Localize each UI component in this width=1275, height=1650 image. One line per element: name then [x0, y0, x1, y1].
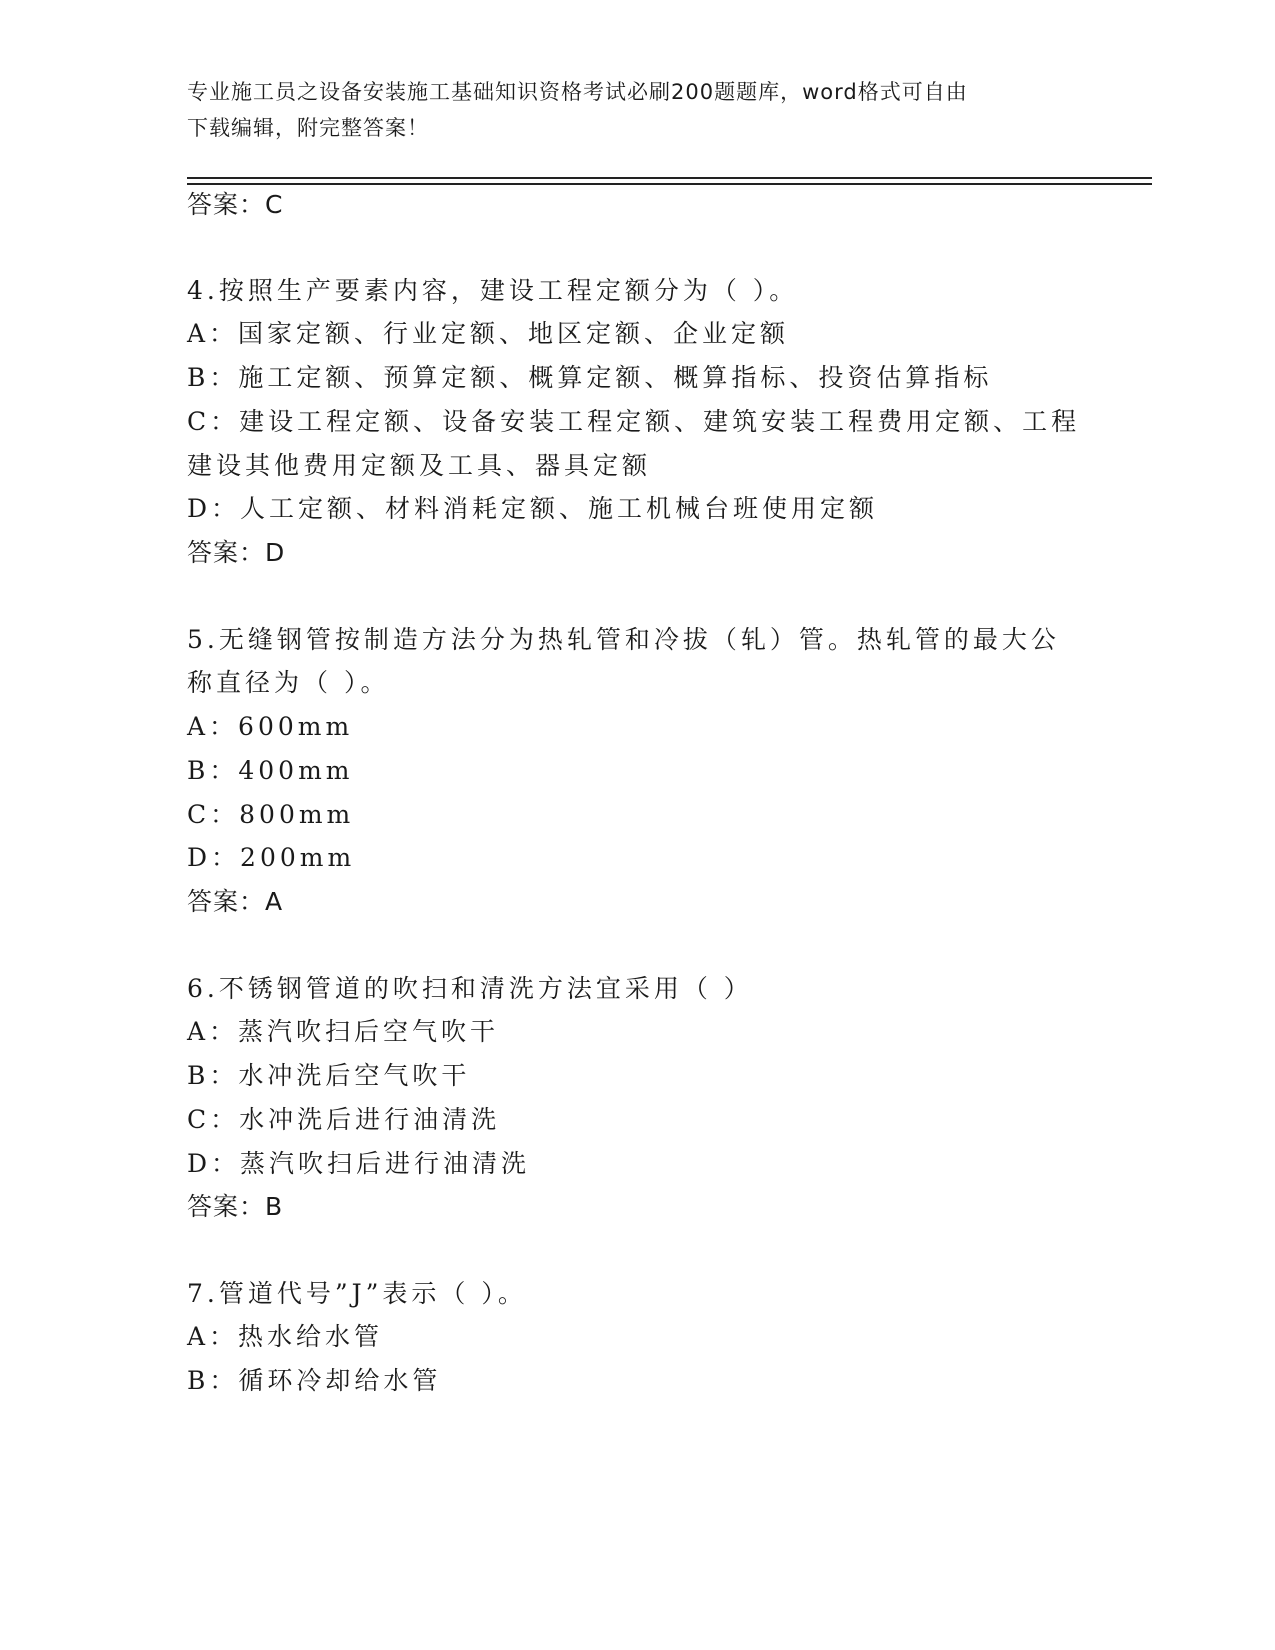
question-5-stem: 5.无缝钢管按制造方法分为热轧管和冷拔（轧）管。热轧管的最大公: [187, 625, 1060, 654]
answer-q4: 答案：D: [187, 538, 286, 567]
question-5-option-c: C：800mm: [187, 800, 355, 829]
question-4-option-a: A：国家定额、行业定额、地区定额、企业定额: [187, 319, 790, 348]
header-line-2: 下载编辑，附完整答案！: [187, 116, 429, 140]
header-divider-top: [187, 177, 1152, 179]
question-5-option-a: A：600mm: [187, 712, 354, 741]
question-5-stem-cont: 称直径为（ ）。: [187, 668, 390, 697]
question-4-option-c: C：建设工程定额、设备安装工程定额、建筑安装工程费用定额、工程: [187, 407, 1081, 436]
question-6-option-a: A：蒸汽吹扫后空气吹干: [187, 1017, 500, 1046]
question-4-stem: 4.按照生产要素内容，建设工程定额分为（ ）。: [187, 276, 799, 305]
header-line-1: 专业施工员之设备安装施工基础知识资格考试必刷200题题库，word格式可自由: [187, 80, 968, 104]
answer-q3: 答案：C: [187, 190, 284, 219]
question-7-option-b: B：循环冷却给水管: [187, 1366, 442, 1395]
question-7-option-a: A：热水给水管: [187, 1322, 384, 1351]
question-5-option-d: D：200mm: [187, 843, 356, 872]
document-header: [187, 74, 1087, 146]
question-5-option-b: B：400mm: [187, 756, 354, 785]
question-6-option-b: B：水冲洗后空气吹干: [187, 1061, 471, 1090]
answer-q5: 答案：A: [187, 887, 284, 916]
header-divider-bottom: [187, 183, 1152, 185]
question-7-stem: 7.管道代号”J”表示（ ）。: [187, 1279, 527, 1308]
question-4-option-b: B：施工定额、预算定额、概算定额、概算指标、投资估算指标: [187, 363, 993, 392]
question-6-option-c: C：水冲洗后进行油清洗: [187, 1105, 501, 1134]
question-6-option-d: D：蒸汽吹扫后进行油清洗: [187, 1149, 531, 1178]
question-4-option-d: D：人工定额、材料消耗定额、施工机械台班使用定额: [187, 494, 879, 523]
answer-q6: 答案：B: [187, 1192, 284, 1221]
question-4-option-c-cont: 建设其他费用定额及工具、器具定额: [187, 451, 652, 480]
question-6-stem: 6.不锈钢管道的吹扫和清洗方法宜采用（ ）: [187, 974, 753, 1003]
